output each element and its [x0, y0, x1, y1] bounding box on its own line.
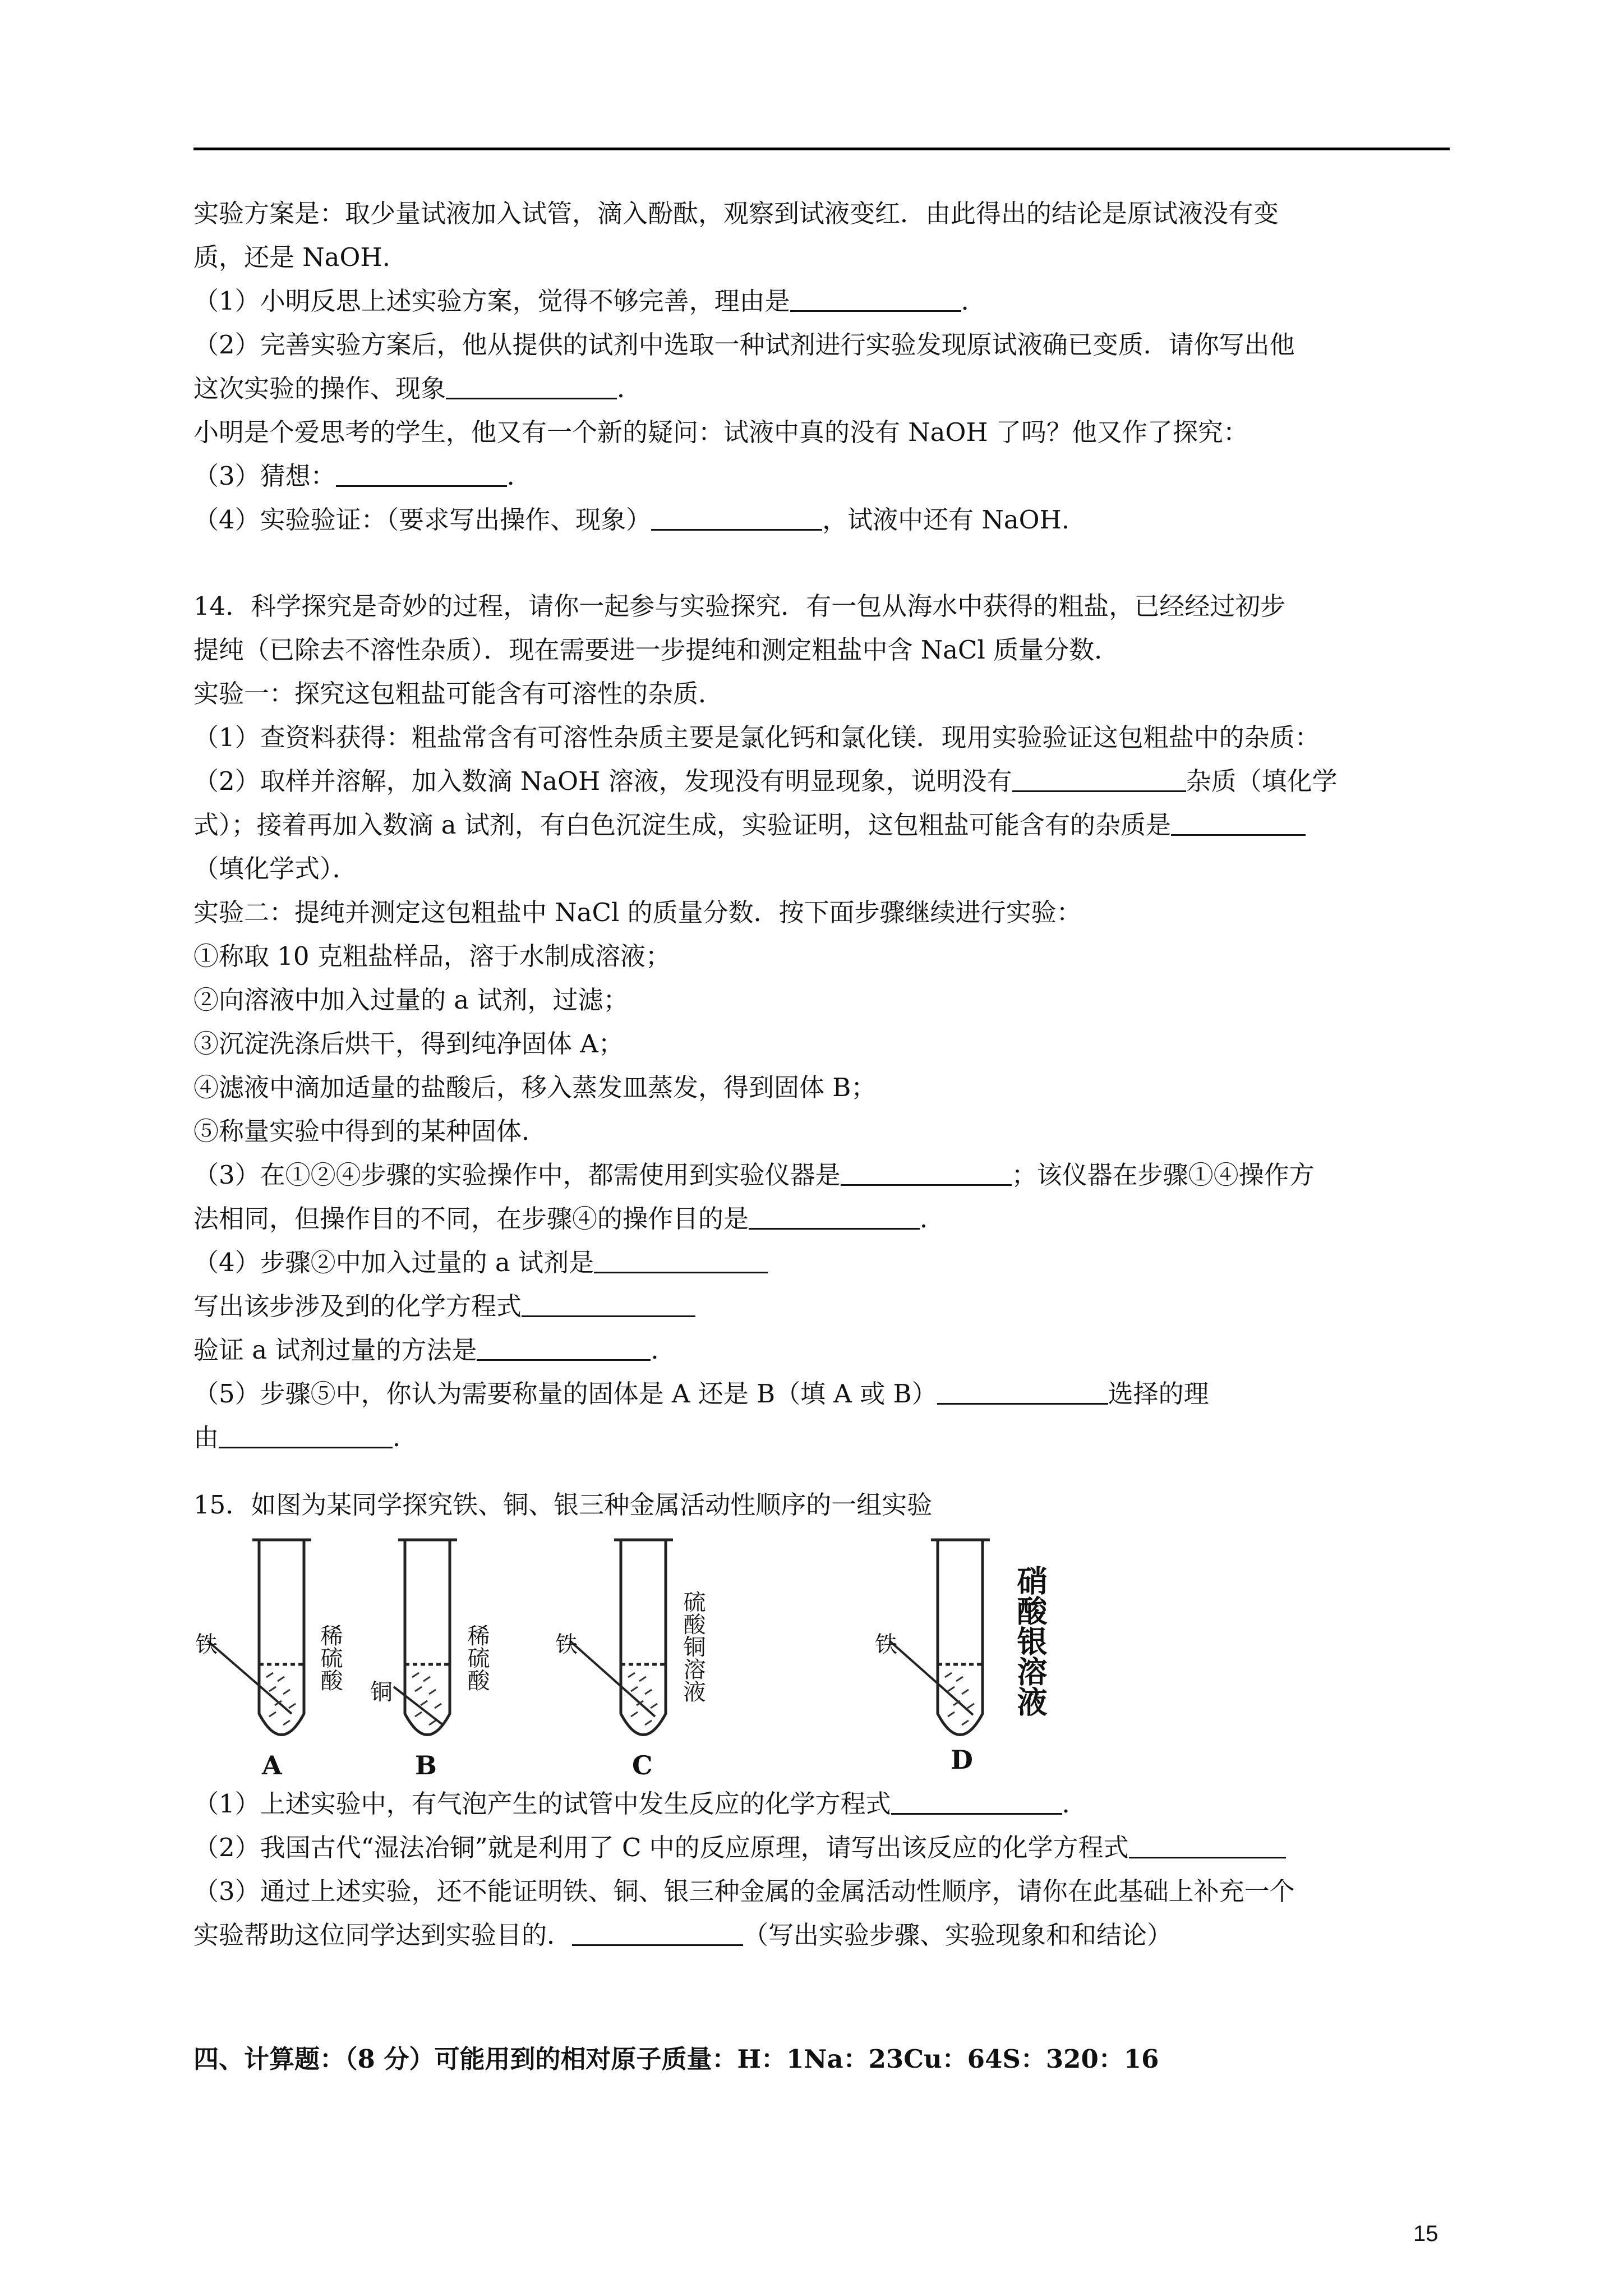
tube-b — [394, 1540, 457, 1735]
answer-blank[interactable] — [1129, 1837, 1286, 1858]
page-number: 15 — [1413, 2221, 1438, 2246]
q14-step5: ⑤称量实验中得到的某种固体． — [193, 1116, 547, 1146]
tube-b-solution-label: 稀硫酸 — [464, 1624, 490, 1691]
q14-step2: ②向溶液中加入过量的 a 试剂，过滤； — [193, 985, 629, 1015]
q14-part3-text: （3）在①②④步骤的实验操作中，都需使用到实验仪器是 — [193, 1160, 841, 1190]
answer-blank[interactable] — [937, 1383, 1108, 1405]
q13-part2-text: 这次实验的操作、现象 — [193, 374, 446, 403]
q14-line3: 实验一：探究这包粗盐可能含有可溶性的杂质． — [193, 679, 724, 708]
q14-part4-line2 — [193, 1291, 695, 1321]
tube-d-solution-label: 硝酸银溶液 — [1012, 1565, 1048, 1717]
tube-c-letter: C — [632, 1750, 653, 1780]
q13-part3-text: （3）猜想： — [193, 461, 336, 491]
tube-c — [570, 1540, 673, 1735]
q13-intro-line1: 实验方案是：取少量试液加入试管，滴入酚酞，观察到试液变红．由此得出的结论是原试液没有变 — [193, 199, 1279, 228]
answer-blank[interactable] — [749, 1208, 920, 1230]
q13-part1-end: ． — [961, 286, 986, 316]
q14-part4-text2: 写出该步涉及到的化学方程式 — [193, 1291, 522, 1321]
section-4-heading: 四、计算题：（8 分）可能用到的相对原子质量：H：1Na：23Cu：64S：320：16 — [193, 2044, 1159, 2074]
q14-part3-tail: ；该仪器在步骤①④操作方 — [1011, 1160, 1315, 1190]
q13-part2-line2 — [193, 376, 642, 401]
q14-line2: 提纯（已除去不溶性杂质）．现在需要进一步提纯和测定粗盐中含 NaCl 质量分数． — [193, 635, 1120, 665]
q15-part1-end: ． — [1062, 1789, 1087, 1819]
q14-part4-line1 — [193, 1250, 768, 1275]
header-rule — [193, 148, 1450, 150]
q15-part1 — [193, 1789, 1087, 1819]
q15-part3-line1: （3）通过上述实验，还不能证明铁、铜、银三种金属的金属活动性顺序，请你在此基础上补充一个 — [193, 1876, 1295, 1906]
q14-part4-end: ． — [651, 1335, 676, 1365]
q14-part5-text: （5）步骤⑤中，你认为需要称量的固体是 A 还是 B（填 A 或 B） — [193, 1379, 937, 1409]
answer-blank[interactable] — [891, 1793, 1062, 1815]
answer-blank[interactable] — [572, 1924, 743, 1946]
q13-part3-end: ． — [506, 461, 532, 491]
tube-a-solution-label: 稀硫酸 — [317, 1624, 343, 1691]
q14-part3-end: ． — [920, 1204, 946, 1234]
answer-blank[interactable] — [522, 1295, 695, 1317]
q14-part4-line3 — [193, 1337, 676, 1363]
answer-blank[interactable] — [594, 1251, 768, 1273]
q14-part3-text2: 法相同，但操作目的不同，在步骤④的操作目的是 — [193, 1204, 749, 1234]
q13-part1 — [193, 288, 986, 314]
tube-b-letter: B — [415, 1750, 437, 1780]
q14-line5 — [193, 766, 1338, 796]
q14-part3-line2 — [193, 1204, 946, 1234]
q13-intro-line2: 质，还是 NaOH. — [193, 242, 390, 272]
q14-part5-line1 — [193, 1379, 1209, 1409]
q13-part4 — [193, 505, 1070, 535]
q14-line4: （1）查资料获得：粗盐常含有可溶性杂质主要是氯化钙和氯化镁．现用实验验证这包粗盐中的杂质： — [193, 723, 1320, 752]
q14-step4: ④滤液中滴加适量的盐酸后，移入蒸发皿蒸发，得到固体 B； — [193, 1073, 877, 1102]
q15-part3-end: （写出实验步骤、实验现象和和结论） — [743, 1920, 1173, 1950]
q15-line1: 15．如图为某同学探究铁、铜、银三种金属活动性顺序的一组实验 — [193, 1490, 933, 1520]
answer-blank[interactable] — [1012, 770, 1186, 792]
tube-c-solution-label: 硫酸铜溶液 — [680, 1590, 706, 1703]
tube-a-metal-label: 铁 — [195, 1632, 218, 1658]
q14-line8: 实验二：提纯并测定这包粗盐中 NaCl 的质量分数．按下面步骤继续进行实验： — [193, 898, 1082, 927]
q14-step3: ③沉淀洗涤后烘干，得到纯净固体 A； — [193, 1029, 624, 1059]
answer-blank[interactable] — [219, 1427, 393, 1448]
q15-part2 — [193, 1835, 1286, 1860]
q14-line6 — [193, 812, 1306, 838]
q14-step1: ①称取 10 克粗盐样品，溶于水制成溶液； — [193, 941, 671, 971]
answer-blank[interactable] — [1171, 814, 1306, 836]
answer-blank[interactable] — [336, 465, 507, 487]
tube-b-metal-label: 铜 — [370, 1680, 393, 1705]
q14-line5-end: 杂质（填化学 — [1186, 766, 1338, 796]
q14-part5-end: ． — [393, 1423, 418, 1452]
tube-d-metal-label: 铁 — [875, 1632, 897, 1658]
answer-blank[interactable] — [477, 1339, 651, 1361]
tube-d — [889, 1540, 990, 1735]
answer-blank[interactable] — [651, 509, 822, 531]
q14-line1: 14．科学探究是奇妙的过程，请你一起参与实验探究．有一包从海水中获得的粗盐，已经经过初步 — [193, 591, 1286, 621]
q14-part3-line1 — [193, 1162, 1315, 1188]
tube-c-metal-label: 铁 — [555, 1632, 578, 1658]
q13-part4-end: ，试液中还有 NaOH. — [822, 505, 1070, 535]
q15-part3-text: 实验帮助这位同学达到实验目的． — [193, 1920, 573, 1950]
q15-part3-line2 — [193, 1922, 1172, 1948]
q14-part5-text2: 由 — [193, 1423, 219, 1452]
answer-blank[interactable] — [446, 378, 617, 399]
q13-part4-text: （4）实验验证：（要求写出操作、现象） — [193, 505, 652, 535]
q13-part2-line1: （2）完善实验方案后，他从提供的试剂中选取一种试剂进行实验发现原试液确已变质．请你写出他 — [193, 330, 1295, 360]
q14-line7: （填化学式）． — [193, 854, 358, 884]
q15-part2-text: （2）我国古代“湿法冶铜”就是利用了 C 中的反应原理，请写出该反应的化学方程式 — [193, 1833, 1129, 1862]
test-tube-figure — [185, 1534, 1127, 1781]
q14-line6-text: 式）；接着再加入数滴 a 试剂，有白色沉淀生成，实验证明，这包粗盐可能含有的杂质是 — [193, 810, 1171, 840]
tube-a-letter: A — [262, 1750, 282, 1780]
q14-part5-line2 — [193, 1425, 418, 1450]
q13-part3 — [193, 463, 532, 489]
answer-blank[interactable] — [841, 1164, 1012, 1186]
tube-a — [208, 1540, 311, 1735]
q14-line5-text: （2）取样并溶解，加入数滴 NaOH 溶液，发现没有明显现象，说明没有 — [193, 766, 1012, 796]
q13-part1-text: （1）小明反思上述实验方案，觉得不够完善，理由是 — [193, 286, 790, 316]
q14-part5-tail: 选择的理 — [1108, 1379, 1209, 1409]
q13-part2-end: ． — [617, 374, 643, 403]
q15-part1-text: （1）上述实验中，有气泡产生的试管中发生反应的化学方程式 — [193, 1789, 891, 1819]
tube-d-letter: D — [951, 1745, 973, 1775]
q14-part4-text: （4）步骤②中加入过量的 a 试剂是 — [193, 1248, 594, 1277]
answer-blank[interactable] — [790, 290, 961, 312]
q13-question: 小明是个爱思考的学生，他又有一个新的疑问：试液中真的没有 NaOH 了吗？他又作了探究： — [193, 417, 1248, 447]
q14-part4-text3: 验证 a 试剂过量的方法是 — [193, 1335, 477, 1365]
